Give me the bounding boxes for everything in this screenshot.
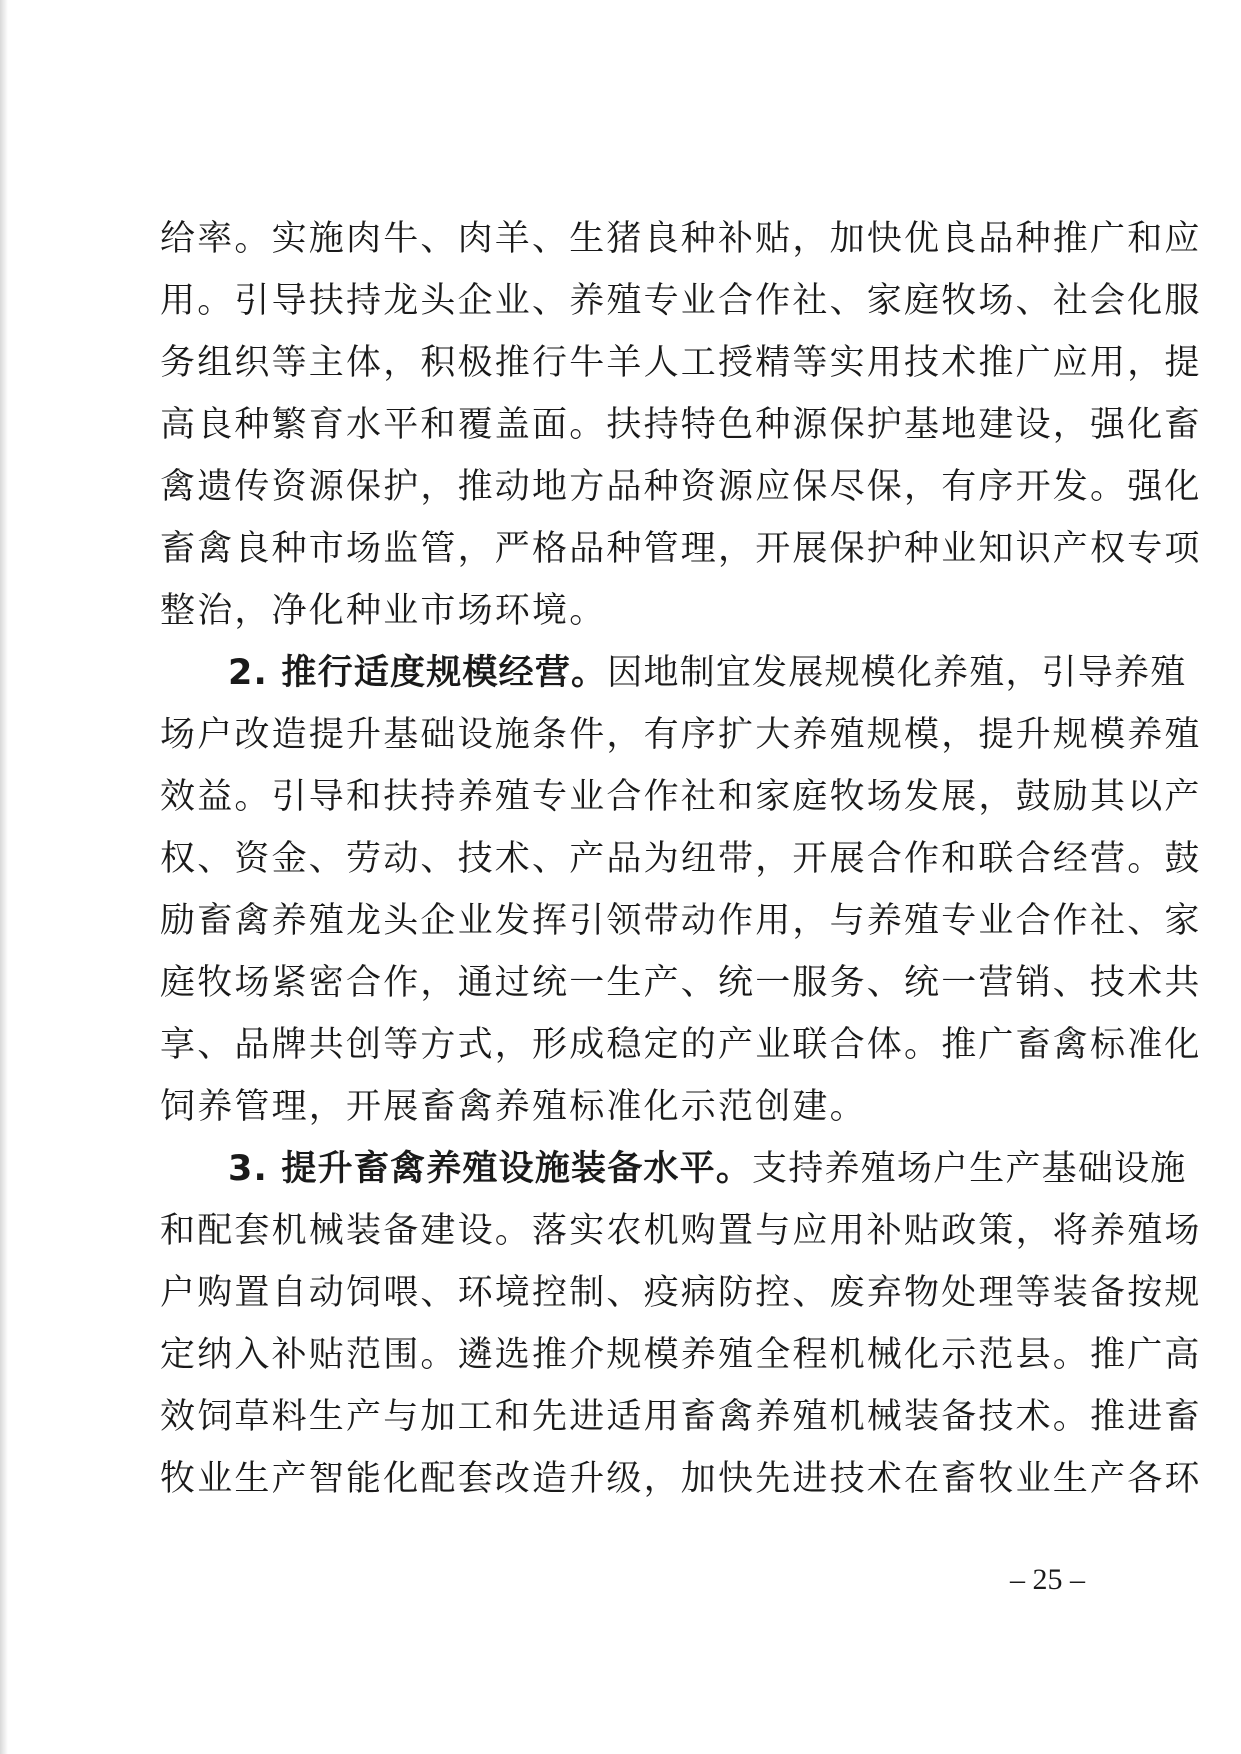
text-line: 高良种繁育水平和覆盖面。扶持特色种源保护基地建设，强化畜 bbox=[160, 405, 1202, 445]
text-line: 给率。实施肉牛、肉羊、生猪良种补贴，加快优良品种推广和应 bbox=[160, 219, 1202, 259]
text-line: 权、资金、劳动、技术、产品为纽带，开展合作和联合经营。鼓 bbox=[160, 839, 1202, 879]
text-line: 务组织等主体，积极推行牛羊人工授精等实用技术推广应用，提 bbox=[160, 343, 1202, 383]
text-line: 和配套机械装备建设。落实农机购置与应用补贴政策，将养殖场 bbox=[160, 1211, 1202, 1251]
text-line: 用。引导扶持龙头企业、养殖专业合作社、家庭牧场、社会化服 bbox=[160, 281, 1202, 321]
text-line: 牧业生产智能化配套改造升级，加快先进技术在畜牧业生产各环 bbox=[160, 1459, 1202, 1499]
text-line: 庭牧场紧密合作，通过统一生产、统一服务、统一营销、技术共 bbox=[160, 963, 1202, 1003]
page-number: – 25 – bbox=[1010, 1563, 1085, 1596]
text-line: 享、品牌共创等方式，形成稳定的产业联合体。推广畜禽标准化 bbox=[160, 1025, 1202, 1065]
paragraph-2 bbox=[160, 642, 1202, 1138]
text-line: 效益。引导和扶持养殖专业合作社和家庭牧场发展，鼓励其以产 bbox=[160, 777, 1202, 817]
text-line: 励畜禽养殖龙头企业发挥引领带动作用，与养殖专业合作社、家 bbox=[160, 901, 1202, 941]
text-run: 因地制宜发展规模化养殖，引导养殖 bbox=[607, 653, 1187, 693]
paragraph-3 bbox=[160, 1138, 1202, 1510]
text-line: 整治，净化种业市场环境。 bbox=[160, 591, 607, 631]
text-line: 户购置自动饲喂、环境控制、疫病防控、废弃物处理等装备按规 bbox=[160, 1273, 1202, 1313]
text-line: 畜禽良种市场监管，严格品种管理，开展保护种业知识产权专项 bbox=[160, 529, 1202, 569]
section-heading: 2. 推行适度规模经营。 bbox=[228, 653, 608, 693]
document-body bbox=[160, 208, 1202, 1510]
paragraph-1 bbox=[160, 208, 1202, 642]
text-line-with-heading bbox=[160, 642, 1187, 704]
text-line: 禽遗传资源保护，推动地方品种资源应保尽保，有序开发。强化 bbox=[160, 467, 1202, 507]
text-line: 饲养管理，开展畜禽养殖标准化示范创建。 bbox=[160, 1087, 867, 1127]
scan-edge-shadow bbox=[0, 0, 8, 1754]
section-heading: 3. 提升畜禽养殖设施装备水平。 bbox=[228, 1149, 753, 1189]
text-line-with-heading bbox=[160, 1138, 1187, 1200]
text-line: 效饲草料生产与加工和先进适用畜禽养殖机械装备技术。推进畜 bbox=[160, 1397, 1202, 1437]
text-run: 支持养殖场户生产基础设施 bbox=[752, 1149, 1187, 1189]
text-line: 场户改造提升基础设施条件，有序扩大养殖规模，提升规模养殖 bbox=[160, 715, 1202, 755]
text-line: 定纳入补贴范围。遴选推介规模养殖全程机械化示范县。推广高 bbox=[160, 1335, 1202, 1375]
